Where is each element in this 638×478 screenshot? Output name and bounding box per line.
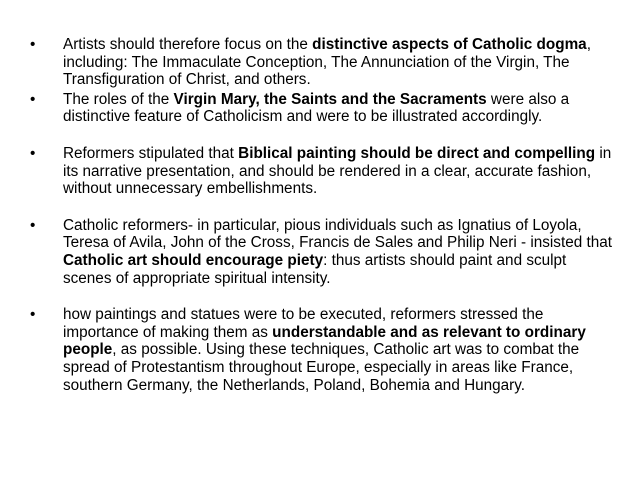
text-segment: how paintings and statues were to be executed, reformers stressed the importance of making them as	[63, 306, 544, 341]
text-segment: were also a distinctive feature of Catholicism and were to be illustrated accordingly.	[63, 90, 570, 126]
text-segment: , including: The Immaculate Conception, The Annunciation of the Virgin, The Transfiguration of Christ, and others.	[63, 36, 591, 89]
bold-segment: Catholic art should encourage piety	[63, 251, 324, 269]
bold-segment: distinctive aspects of Catholic dogma	[312, 36, 587, 53]
text-segment: The roles of the	[63, 90, 174, 108]
bullet-dot: •	[30, 216, 36, 234]
bullet-text	[63, 145, 611, 197]
bullet-dot: •	[30, 36, 36, 53]
bullet-item-virgin-mary	[30, 91, 612, 126]
bold-segment: Biblical painting should be direct and compelling	[238, 144, 596, 162]
bullet-item-paintings-statues	[30, 306, 612, 394]
bullet-dot: •	[30, 90, 36, 108]
bullet-text	[63, 91, 569, 126]
bullet-text	[63, 217, 612, 287]
bullet-dot: •	[30, 144, 36, 162]
bold-segment: understandable and as relevant to ordinary people	[63, 323, 586, 359]
text-segment: , as possible. Using these techniques, Catholic art was to combat the spread of Protestantism throughout Europe, especially in areas like France, southern Germany, the Netherlands, Poland, Bohemia and Hungary.	[63, 341, 580, 394]
text-segment: Catholic reformers- in particular, pious individuals such as Ignatius of Loyola, Teresa of Avila, John of the Cross, Francis de Sales and Philip Neri - insisted that	[63, 216, 612, 252]
text-segment: Artists should therefore focus on the	[63, 36, 313, 53]
bold-segment: Virgin Mary, the Saints and the Sacraments	[173, 90, 487, 108]
bullet-list	[30, 36, 612, 394]
text-segment: Reformers stipulated that	[63, 144, 239, 162]
bullet-text	[63, 36, 591, 88]
text-segment: in its narrative presentation, and should be rendered in a clear, accurate fashion, without unnecessary embellishments.	[63, 144, 612, 198]
bullet-item-biblical-painting	[30, 145, 612, 198]
bullet-item-catholic-reformers	[30, 217, 612, 287]
bullet-text	[63, 306, 586, 393]
text-segment: : thus artists should paint and sculpt scenes of appropriate spiritual intensity.	[63, 251, 567, 287]
bullet-item-catholic-dogma	[30, 36, 612, 89]
bullet-dot: •	[30, 306, 36, 324]
